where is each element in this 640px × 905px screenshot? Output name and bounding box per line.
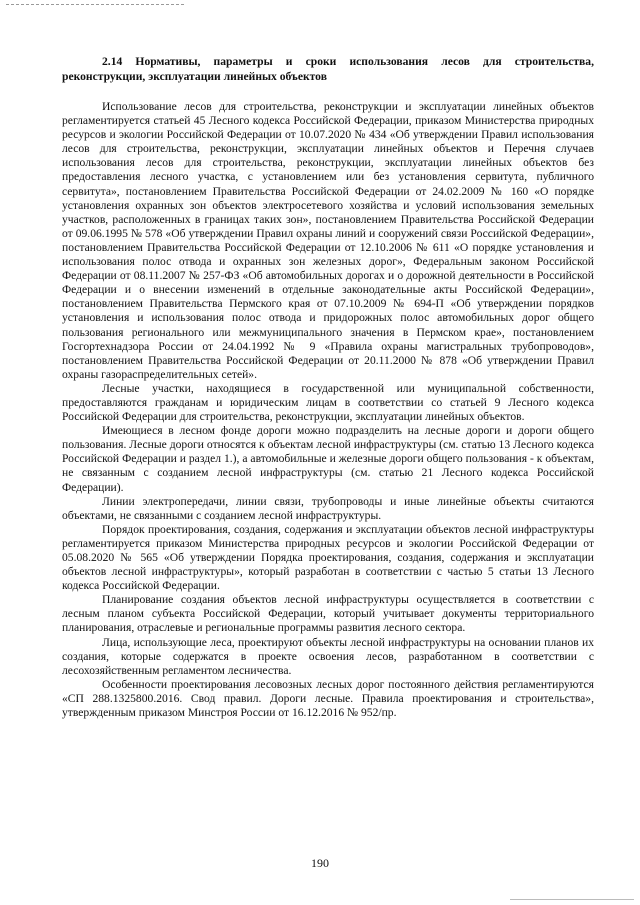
page-number: 190 (311, 856, 329, 870)
paragraph-road-design-rules: Особенности проектирования лесовозных лесных дорог постоянного действия регламентируются «СП 288.1325800.2016. Свод правил. Дороги лесные. Правила проектирования и строительства», утвержденным приказом Минстроя России от 16.12.2016 № 952/пр. (62, 677, 594, 720)
paragraph-legal-basis: Использование лесов для строительства, реконструкции и эксплуатации линейных объектов регламентируется статьей 45 Лесного кодекса Российской Федерации, приказом Министерства природных ресурсов и экологии Российской Федерации от 10.07.2020 № 434 «Об утверждении Правил использования лесов для строительства, реконструкции, эксплуатации линейных объектов и Перечня случаев использования лесов для строительства, реконструкции, эксплуатации линейных объектов без предоставления лесного участка, с установлением или без установления сервитута, публичного сервитута», постановлением Правительства Российской Федерации от 24.02.2009 № 160 «О порядке установления охранных зон объектов электросетевого хозяйства и условий использования земельных участков, расположенных в границах таких зон», постановлением Правительства Российской Федерации от 09.06.1995 № 578 «Об утверждении Правил охраны линий и сооружений связи Российской Федерации», постановлением Правительства Российской Федерации от 12.10.2006 № 611 «О порядке установления и использования полос отвода и охранных зон железных дорог», Федеральным законом Российской Федерации от 08.11.2007 № 257-ФЗ «Об автомобильных дорогах и о дорожной деятельности в Российской Федерации и о внесении изменений в отдельные законодательные акты Российской Федерации», постановлением Правительства Пермского края от 07.10.2009 № 694-П «Об утверждении порядков установления и использования полос отвода и придорожных полос автомобильных дорог общего пользования регионального или межмуниципального значения в Пермском крае», постановлением Госгортехнадзора России от 24.04.1992 № 9 «Правила охраны магистральных трубопроводов», постановлением Правительства Российской Федерации от 20.11.2000 № 878 «Об утверждении Правил охраны газораспределительных сетей». (62, 100, 594, 381)
paragraph-road-types: Имеющиеся в лесном фонде дороги можно подразделить на лесные дороги и дороги общего пользования. Лесные дороги относятся к объектам лесной инфраструктуры (см. статью 13 Лесного кодекса Российской Федерации и раздел 1.), а автомобильные и железные дороги общего пользования - к объектам, не связанным с созданием лесной инфраструктуры (см. статью 21 Лесного кодекса Российской Федерации). (62, 424, 594, 494)
document-page (62, 54, 594, 720)
paragraph-planning: Планирование создания объектов лесной инфраструктуры осуществляется в соответствии с лесным планом субъекта Российской Федерации, который учитывает документы территориального планирования, отраслевые и региональные программы развития лесного сектора. (62, 593, 594, 635)
paragraph-design-basis: Лица, использующие леса, проектируют объекты лесной инфраструктуры на основании планов их создания, которые содержатся в проекте освоения лесов, разработанном в соответствии с лесохозяйственным регламентом лесничества. (62, 635, 594, 677)
scan-bottom-edge-line (510, 899, 634, 900)
paragraph-linear-objects: Линии электропередачи, линии связи, трубопроводы и иные линейные объекты считаются объектами, не связанными с созданием лесной инфраструктуры. (62, 494, 594, 522)
scan-top-edge-line (6, 4, 184, 5)
paragraph-land-plots: Лесные участки, находящиеся в государственной или муниципальной собственности, предоставляются гражданам и юридическим лицам в соответствии со статьей 9 Лесного кодекса Российской Федерации для строительства, реконструкции, эксплуатации линейных объектов. (62, 381, 594, 424)
paragraph-infrastructure-order: Порядок проектирования, создания, содержания и эксплуатации объектов лесной инфраструктуры регламентируется приказом Министерства природных ресурсов и экологии Российской Федерации от 05.08.2020 № 565 «Об утверждении Порядка проектирования, создания, содержания и эксплуатации объектов лесной инфраструктуры», который разработан в соответствии с частью 5 статьи 13 Лесного кодекса Российской Федерации. (62, 522, 594, 593)
section-heading: 2.14 Нормативы, параметры и сроки использования лесов для строительства, реконструкции, эксплуатации линейных объектов (62, 55, 594, 83)
